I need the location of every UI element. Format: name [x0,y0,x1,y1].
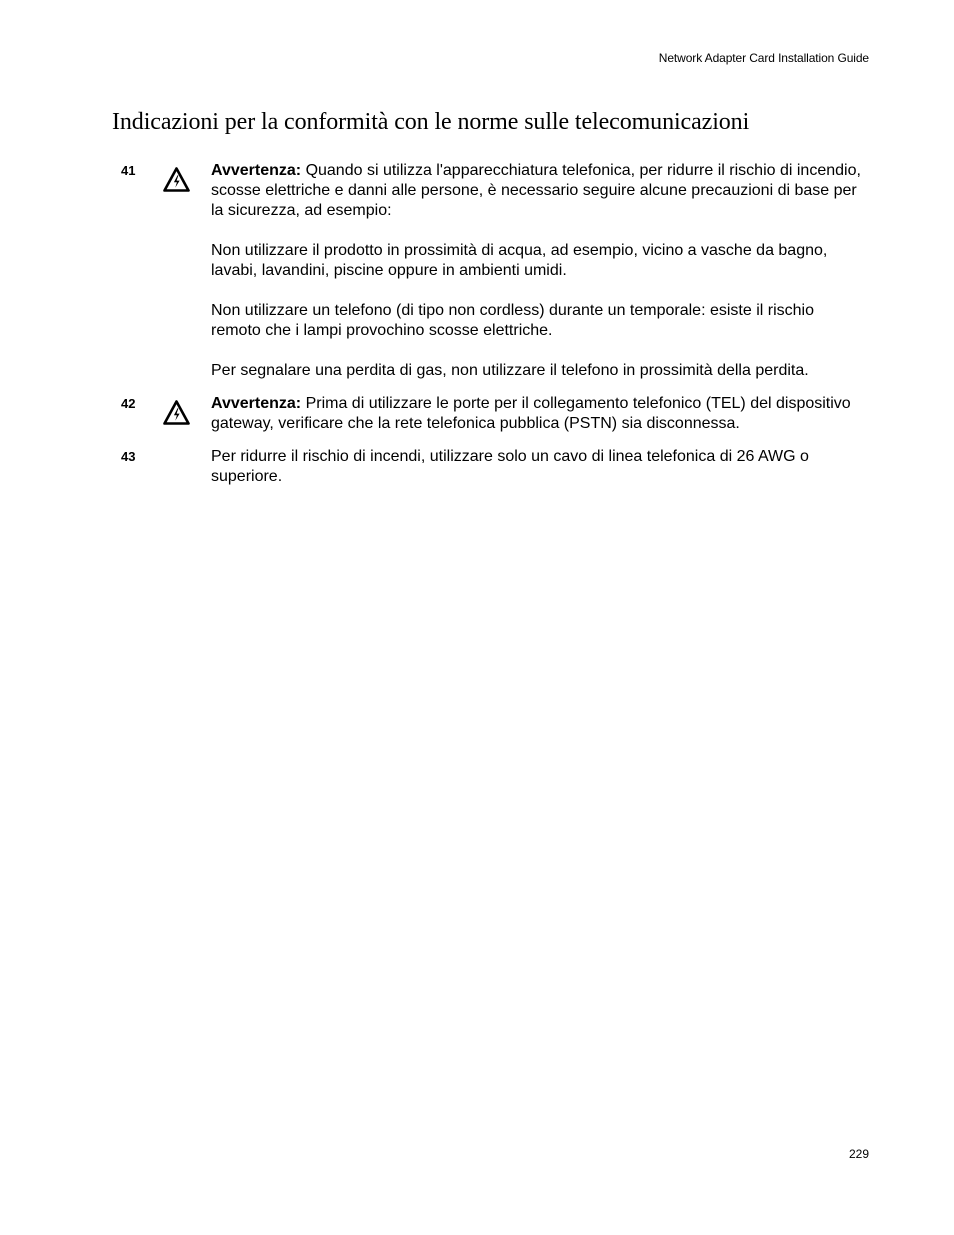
warning-electrical-hazard-icon [163,167,190,192]
item-paragraph: Non utilizzare il prodotto in prossimità di acqua, ad esempio, vicino a vasche da bagno, lavabi, lavandini, piscine oppure in ambienti umidi. [211,242,828,279]
item-paragraph: Avvertenza: Prima di utilizzare le porte per il collegamento telefonico (TEL) del dispositivo gateway, verificare che la rete telefonica pubblica (PSTN) sia disconnessa. [211,395,851,432]
item-number: 43 [121,449,136,464]
item-paragraph: Per segnalare una perdita di gas, non utilizzare il telefono in prossimità della perdita. [211,362,809,379]
item-paragraph: Per ridurre il rischio di incendi, utilizzare solo un cavo di linea telefonica di 26 AWG o superiore. [211,448,809,485]
item-number: 41 [121,163,136,178]
warning-label: Avvertenza: [211,162,302,179]
page-title: Indicazioni per la conformità con le norme sulle telecomunicazioni [112,109,750,135]
warning-item-41 [0,161,954,381]
item-body [211,161,861,381]
item-paragraph: Non utilizzare un telefono (di tipo non cordless) durante un temporale: esiste il rischio remoto che i lampi provochino scosse elettriche. [211,302,814,339]
item-body [211,447,861,487]
item-body [211,394,861,434]
statement-item-43 [0,447,954,487]
warning-item-42 [0,394,954,434]
item-paragraph: Avvertenza: Quando si utilizza l'apparecchiatura telefonica, per ridurre il rischio di incendio, scosse elettriche e danni alle persone, è necessario seguire alcune precauzioni di base per la sicurezza, ad esempio: [211,162,861,219]
page-number: 229 [848,1147,869,1161]
running-header: Network Adapter Card Installation Guide [658,51,869,65]
warning-list [0,161,954,500]
item-number: 42 [121,396,136,411]
warning-label: Avvertenza: [211,395,302,412]
warning-electrical-hazard-icon [163,400,190,425]
